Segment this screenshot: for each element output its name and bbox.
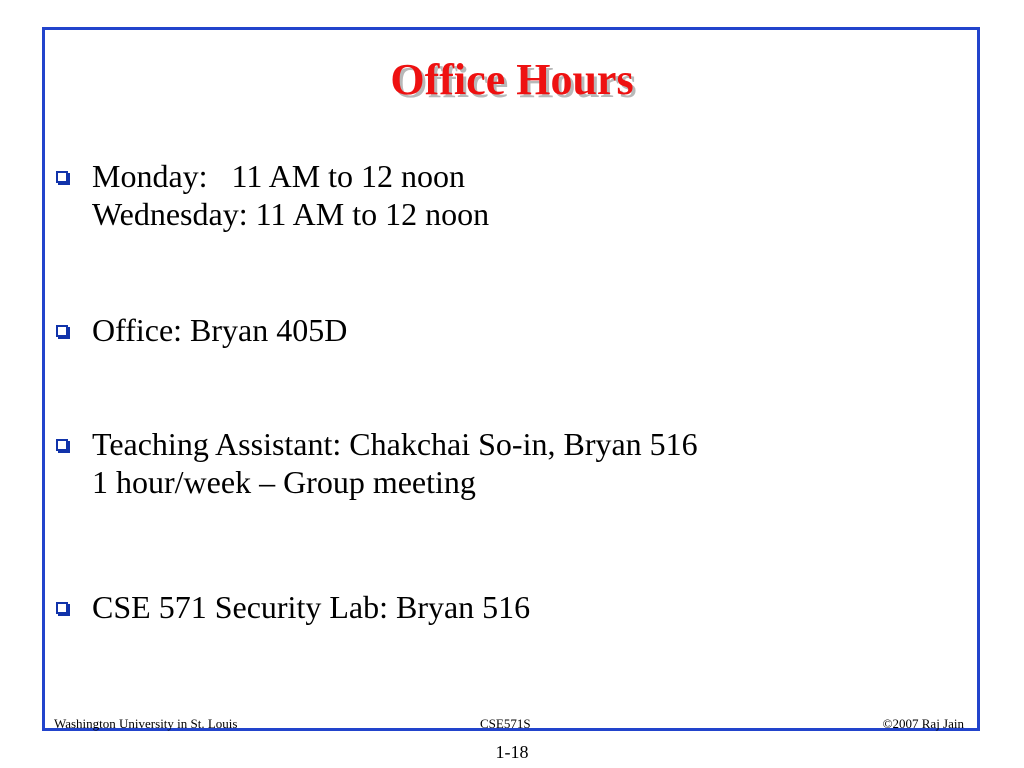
bullet-security-lab: [54, 588, 530, 626]
bullet-line: Office: Bryan 405D: [92, 312, 348, 348]
bullet-teaching-assistant: [54, 425, 698, 501]
square-bullet-icon: [56, 171, 68, 183]
footer-course: CSE571S: [480, 716, 531, 731]
bullet-office: [54, 311, 347, 349]
slide-title: Office Hours: [390, 55, 634, 104]
bullet-line: CSE 571 Security Lab: Bryan 516: [92, 589, 531, 625]
footer-copyright: ©2007 Raj Jain: [882, 716, 964, 731]
bullet-office-hours: [54, 157, 489, 233]
square-bullet-icon: [56, 439, 68, 451]
bullet-line: Monday: 11 AM to 12 noon: [92, 158, 466, 194]
square-bullet-icon: [56, 325, 68, 337]
bullet-line: 1 hour/week – Group meeting: [92, 464, 476, 500]
page-number: 1-18: [495, 742, 529, 762]
footer-institution: Washington University in St. Louis: [54, 716, 238, 731]
bullet-line: Teaching Assistant: Chakchai So-in, Bryan 516: [92, 426, 698, 462]
bullet-line: Wednesday: 11 AM to 12 noon: [92, 196, 490, 232]
square-bullet-icon: [56, 602, 68, 614]
